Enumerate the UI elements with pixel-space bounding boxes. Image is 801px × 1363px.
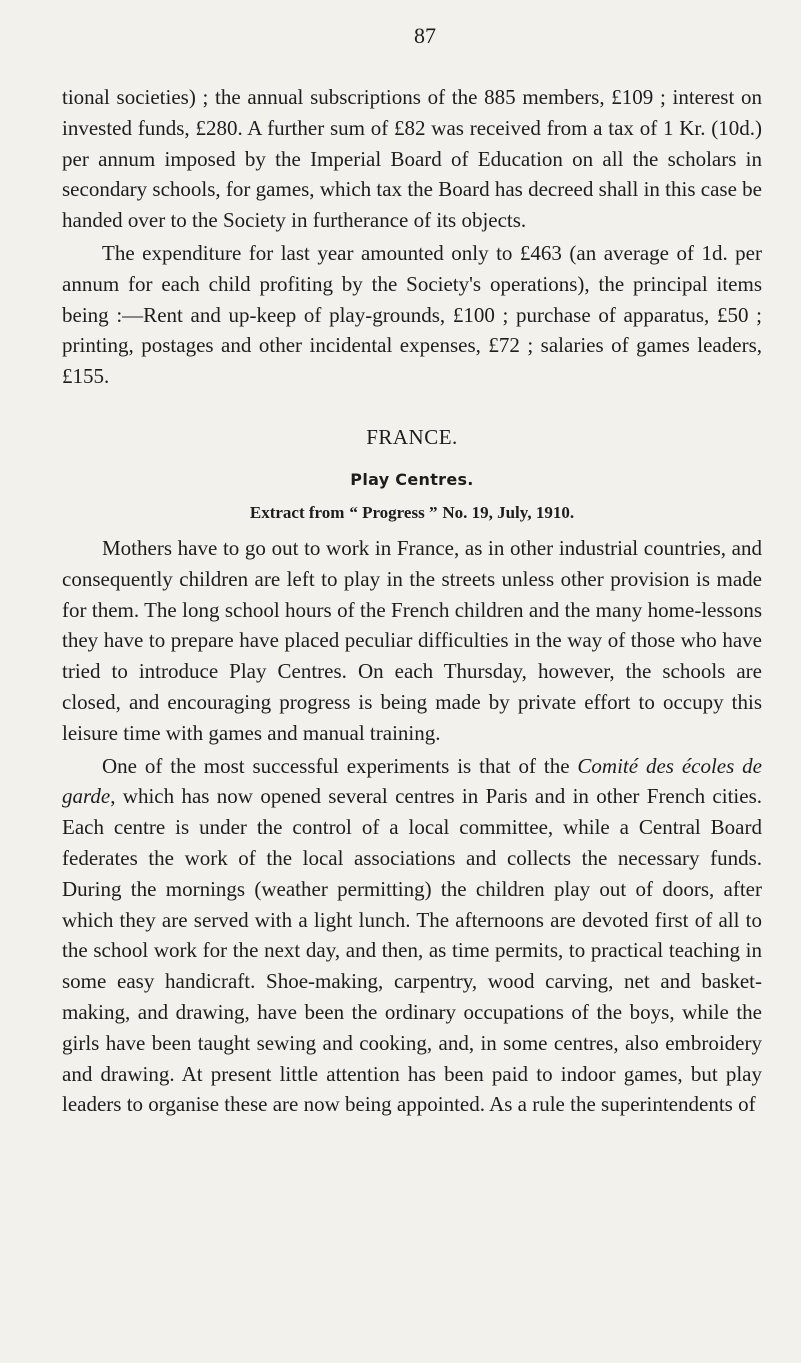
subheading-play-centres: Play Centres.: [350, 469, 474, 489]
paragraph-comite: [62, 751, 762, 1121]
page-number: 87: [414, 23, 436, 48]
extract-source-line: [62, 502, 762, 525]
document-page: [62, 22, 762, 1120]
paragraph-comite-before: One of the most successful experiments is that of the: [102, 753, 578, 778]
extract-issue: No. 19, July, 1910.: [442, 502, 575, 522]
paragraph-subscriptions: tional societies) ; the annual subscriptions of the 885 members, £109 ; interest on invested funds, £280. A further sum of £82 was received from a tax of 1 Kr. (10d.) per annum imposed by the Imperial Board of Education on all the scholars in secondary schools, for games, which tax the Board has decreed shall in this case be handed over to the Society in furtherance of its objects.: [62, 85, 762, 233]
paragraph-expenditure: The expenditure for last year amounted only to £463 (an average of 1d. per annum for each child profiting by the Society's operations), the principal items being :—Rent and up-keep of play-grounds, £100 ; purchase of apparatus, £50 ; printing, postages and other incidental expenses, £72 ; salaries of games leaders, £155.: [62, 240, 762, 389]
paragraph-mothers: Mothers have to go out to work in France, as in other industrial countries, and consequently children are left to play in the streets unless other provision is made for them. The long school hours of the French children and the many home-lessons they have to prepare have placed peculiar difficulties in the way of those who have tried to introduce Play Centres. On each Thursday, however, the schools are closed, and encouraging progress is being made by private effort to occupy this leisure time with games and manual training.: [62, 535, 762, 745]
section-heading-france: FRANCE.: [366, 424, 458, 449]
extract-prefix: Extract from: [249, 502, 345, 522]
extract-source: “ Progress ”: [349, 502, 438, 522]
comite-name: Comité des écoles de garde: [62, 753, 763, 809]
paragraph-comite-after: , which has now opened several centres in Paris and in other French cities. Each centre is under the control of a local committee, while a Central Board federates the work of the local associations and collects the necessary funds. During the mornings (weather permitting) the children play out of doors, after which they are served with a light lunch. The afternoons are devoted first of all to the school work for the next day, and then, as time permits, to practical teaching in some easy handicraft. Shoe-making, carpentry, wood carving, net and basket-making, and drawing, have been the ordinary occupations of the boys, while the girls have been taught sewing and cooking, and, in some centres, also embroidery and drawing. At present little attention has been paid to indoor games, but play leaders to organise these are now being appointed. As a rule the superintendents of: [62, 784, 762, 1117]
